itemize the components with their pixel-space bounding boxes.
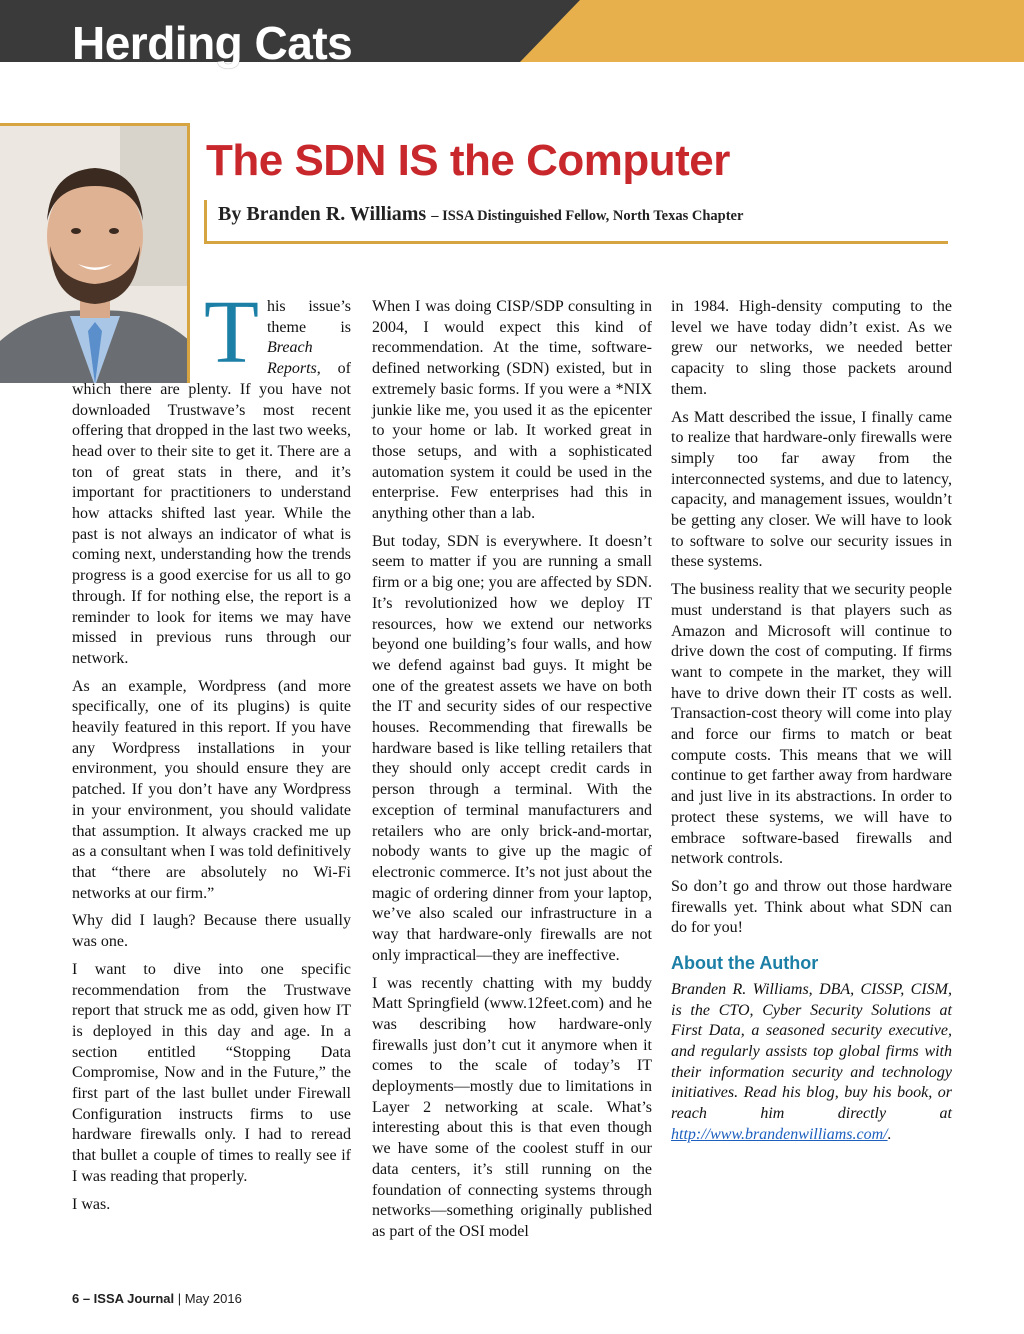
- paragraph-text: , of which there are plenty. If you have not downloaded Trustwave’s most recent offering that dropped in the last two weeks, head over to their site to get it. There are a ton of great stats in there, and it’s important for practitioners to understand how attacks shifted last year. While the past is not always an indicator of what is coming next, understanding how the trends progress is a good exercise for us all to go through. If for nothing else, the report is a reminder to look for items we may have missed in previous runs through our network.: [72, 360, 351, 667]
- about-author-heading: About the Author: [671, 953, 819, 974]
- paragraph: in 1984. High-density computing to the level we have today didn’t exist. As we grew our networks, we needed better capacity to sling those packets around them.: [671, 298, 952, 398]
- footer-issue: May 2016: [184, 1291, 242, 1306]
- paragraph-text: his issue’s theme is: [266, 298, 351, 336]
- byline-rule: [204, 241, 948, 244]
- byline-author: By Branden R. Williams: [218, 203, 427, 225]
- paragraph: As an example, Wordpress (and more specifically, one of its plugins) is quite heavily featured in this report. If you have any Wordpress installations in your environment, you should ensure they are patched. If you don’t have any Wordpress in your environment, you should validate that assumption. It always cracked me up as a consultant when I was told definitively that “there are absolutely no Wi-Fi networks at our firm.”: [72, 677, 351, 902]
- about-end: .: [887, 1125, 892, 1143]
- banner-accent: [520, 0, 1024, 62]
- byline-affiliation: – ISSA Distinguished Fellow, North Texas Chapter: [431, 208, 744, 224]
- paragraph: As Matt described the issue, I finally came to realize that hardware-only firewalls were simply too far away from the interconnected systems, and due to latency, capacity, and management issues, wouldn’t be getting any closer. We will have to look to software to solve our security issues in these systems.: [671, 408, 952, 571]
- paragraph: So don’t go and throw out those hardware firewalls yet. Think about what SDN can do for you!: [671, 877, 952, 937]
- column-2: [372, 297, 652, 1250]
- footer-separator: |: [174, 1291, 185, 1306]
- paragraph: I was recently chatting with my buddy Matt Springfield (www.12feet.com) and he was describing how hardware-only firewalls just don’t cut it anymore when it comes to the scale of today’s IT deployments—mostly due to limitations in Layer 2 networking at scale. What’s interesting about this is that even though we have some of the coolest stuff in our data centers, it’s still running on the foundation of connecting systems through networks—something originally published as part of the OSI model: [372, 974, 652, 1240]
- page-footer: [72, 1291, 242, 1306]
- byline: [218, 203, 743, 226]
- footer-page-number: 6 – ISSA Journal: [72, 1291, 175, 1306]
- about-text: Branden R. Williams, DBA, CISSP, CISM, is the CTO, Cyber Security Solutions at First Data, a seasoned security executive, and regularly assists top global firms with their information security and technology initiatives. Read his blog, buy his book, or reach him directly at: [671, 980, 952, 1123]
- about-author-text: [671, 980, 952, 1146]
- column-1: [72, 283, 351, 1222]
- article-title: The SDN IS the Computer: [206, 136, 730, 185]
- section-title: Herding Cats: [72, 17, 353, 69]
- paragraph: [72, 283, 351, 670]
- drop-cap: T: [204, 283, 259, 382]
- paragraph: The business reality that we security people must understand is that players such as Amazon and Microsoft will continue to drive down the cost of computing. If firms want to compete in the market, they will have to drive down their IT costs as well. Transaction-cost theory will come into play and force our firms to match or beat compute costs. This means that we will continue to get farther away from hardware and just live in its abstractions. In order to protect these systems, we will have to embrace software-based firewalls and network controls.: [671, 581, 952, 868]
- paragraph: Why did I laugh? Because there usually was one.: [72, 912, 351, 951]
- paragraph: I was.: [72, 1195, 111, 1213]
- byline-accent-bar: [204, 200, 207, 243]
- paragraph: I want to dive into one specific recommendation from the Trustwave report that struck me as odd, given how IT is deployed in this day and age. In a section entitled “Stopping Data Compromise, Now and in the Future,” the first part of the last bullet under Firewall Configuration instructs firms to use hardware firewalls only. I had to reread that bullet a couple of times to really see if I was reading that properly.: [72, 960, 351, 1185]
- column-3: [671, 297, 952, 1152]
- author-website-link[interactable]: http://www.brandenwilliams.com/: [671, 1125, 888, 1143]
- paragraph: But today, SDN is everywhere. It doesn’t seem to matter if you are running a small firm or a big one; you are affected by SDN. It’s revolutionized how we deploy IT resources, how we extend our networks beyond one building’s four walls, and how we defend against bad guys. It might be one of the greatest assets we have on both the IT and security sides of our respective houses. Recommending that firewalls be hardware based is like telling retailers that they should only accept credit cards in person through a terminal. With the exception of terminal manufacturers and retailers who are only brick-and-mortar, nobody wants to give up the magic of electronic commerce. It’s not just about the magic of ordering dinner from your laptop, we’ve also scaled our infrastructure in a way that hardware-only firewalls are not only impractical—they are ineffective.: [372, 532, 652, 964]
- paragraph: When I was doing CISP/SDP consulting in 2004, I would expect this kind of recommendation. At the time, software-defined networking (SDN) existed, but in extremely basic forms. If you were a *NIX junkie like me, you used it as the epicenter to your home or lab. It worked great in those setups, and with a sophisticated automation system it could be used in the enterprise. Few enterprises had this in anything other than a lab.: [372, 298, 652, 523]
- emphasis-text: Breach Reports: [266, 339, 317, 378]
